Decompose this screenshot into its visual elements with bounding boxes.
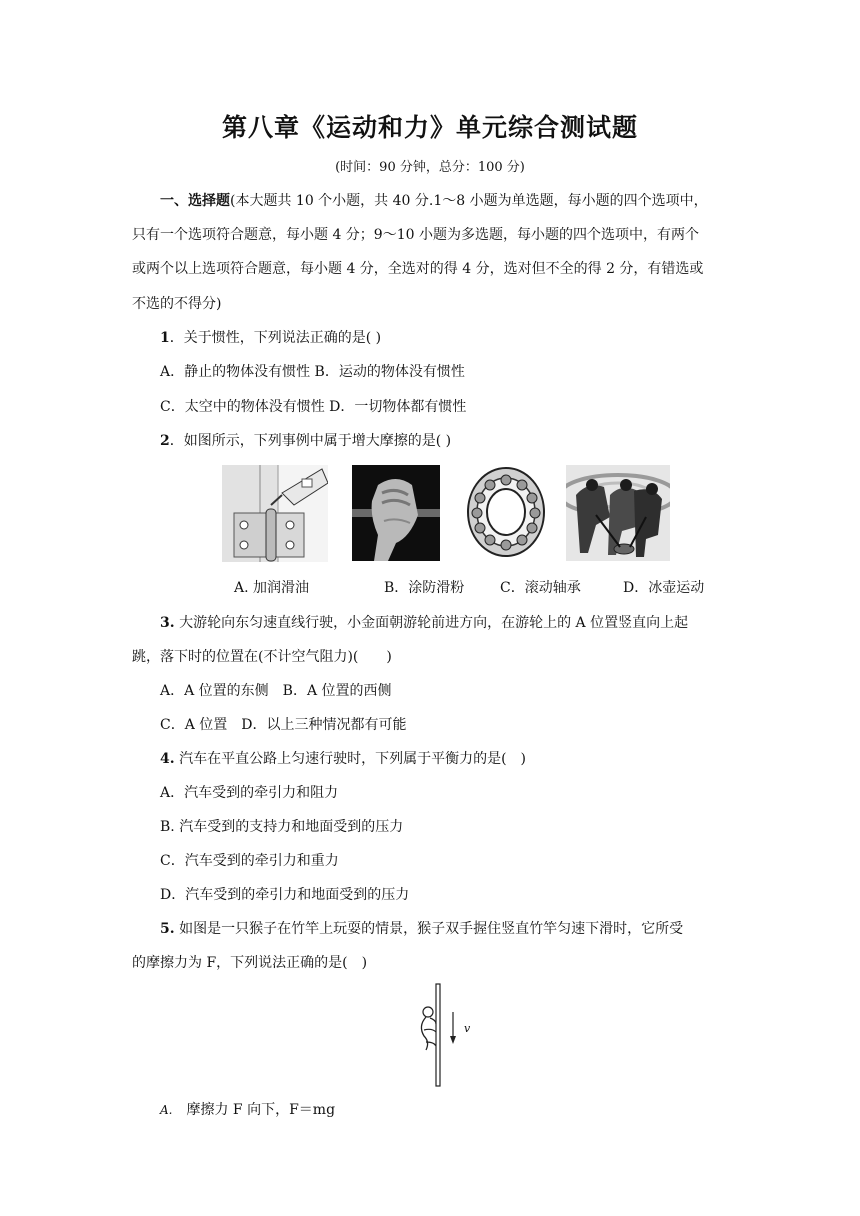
question-text: 大游轮向东匀速直线行驶，小金面朝游轮前进方向，在游轮上的 A 位置竖直向上起 — [174, 615, 689, 631]
q4-option-d: D．汽车受到的牵引力和地面受到的压力 — [160, 887, 410, 903]
option-text: 摩擦力 F 向下，F＝mg — [186, 1102, 336, 1118]
question-2-stem — [160, 430, 451, 450]
question-text: ．关于惯性，下列说法正确的是( ) — [169, 330, 382, 346]
q4-option-b: B. 汽车受到的支持力和地面受到的压力 — [160, 819, 404, 835]
question-number: 4. — [160, 751, 175, 767]
caption-a: A. 加润滑油 — [234, 580, 310, 596]
question-text: 汽车在平直公路上匀速行驶时，下列属于平衡力的是( ) — [174, 751, 526, 767]
q4-option-c: C．汽车受到的牵引力和重力 — [160, 853, 339, 869]
question-3-stem-line-2: 跳，落下时的位置在(不计空气阻力)( ) — [132, 649, 392, 665]
q1-options-ab: A．静止的物体没有惯性 B．运动的物体没有惯性 — [160, 364, 465, 380]
caption-d: D．冰壶运动 — [623, 580, 705, 596]
velocity-label: v — [464, 1022, 471, 1035]
q5-option-a — [160, 1099, 335, 1119]
question-number: 1 — [160, 330, 170, 346]
instruction-line-2: 只有一个选项符合题意，每小题 4 分；9～10 小题为多选题，每小题的四个选项中，有两个 — [132, 227, 699, 243]
page-subtitle: (时间：90 分钟，总分：100 分) — [335, 160, 525, 175]
question-4-stem — [160, 748, 526, 768]
question-1-stem — [160, 327, 381, 347]
question-text: ．如图所示，下列事例中属于增大摩擦的是( ) — [169, 433, 452, 449]
section-1-first-line — [160, 190, 708, 210]
caption-b: B．涂防滑粉 — [384, 580, 465, 596]
monkey-pole-figure — [410, 982, 480, 1088]
q3-options-ab: A．A 位置的东侧 B．A 位置的西侧 — [160, 683, 392, 699]
question-text: 如图是一只猴子在竹竿上玩耍的情景，猴子双手握住竖直竹竿匀速下滑时，它所受 — [174, 921, 684, 937]
curling-image — [566, 465, 670, 561]
page-title: 第八章《运动和力》单元综合测试题 — [221, 113, 638, 142]
question-number: 5. — [160, 921, 175, 937]
question-number: 2 — [160, 433, 170, 449]
q4-option-a: A．汽车受到的牵引力和阻力 — [160, 785, 339, 801]
option-letter: A. — [160, 1103, 173, 1117]
hinge-oil-image — [222, 465, 328, 562]
instruction-line-4: 不选的不得分) — [132, 296, 222, 312]
grip-powder-image — [352, 465, 440, 561]
question-5-stem-line-1 — [160, 918, 683, 938]
q3-options-cd: C．A 位置 D．以上三种情况都有可能 — [160, 717, 407, 733]
question-5-stem-line-2: 的摩擦力为 F，下列说法正确的是( ) — [132, 955, 368, 971]
question-3-stem-line-1 — [160, 612, 688, 632]
question-number: 3. — [160, 615, 175, 631]
instruction-line-1: (本大题共 10 个小题，共 40 分.1～8 小题为单选题，每小题的四个选项中， — [230, 193, 708, 209]
section-heading: 一、选择题 — [160, 193, 230, 209]
ball-bearing-image — [462, 465, 547, 559]
caption-c: C．滚动轴承 — [500, 580, 581, 596]
instruction-line-3: 或两个以上选项符合题意，每小题 4 分，全选对的得 4 分，选对但不全的得 2 分，有错选或 — [132, 261, 704, 277]
q1-options-cd: C．太空中的物体没有惯性 D．一切物体都有惯性 — [160, 399, 467, 415]
